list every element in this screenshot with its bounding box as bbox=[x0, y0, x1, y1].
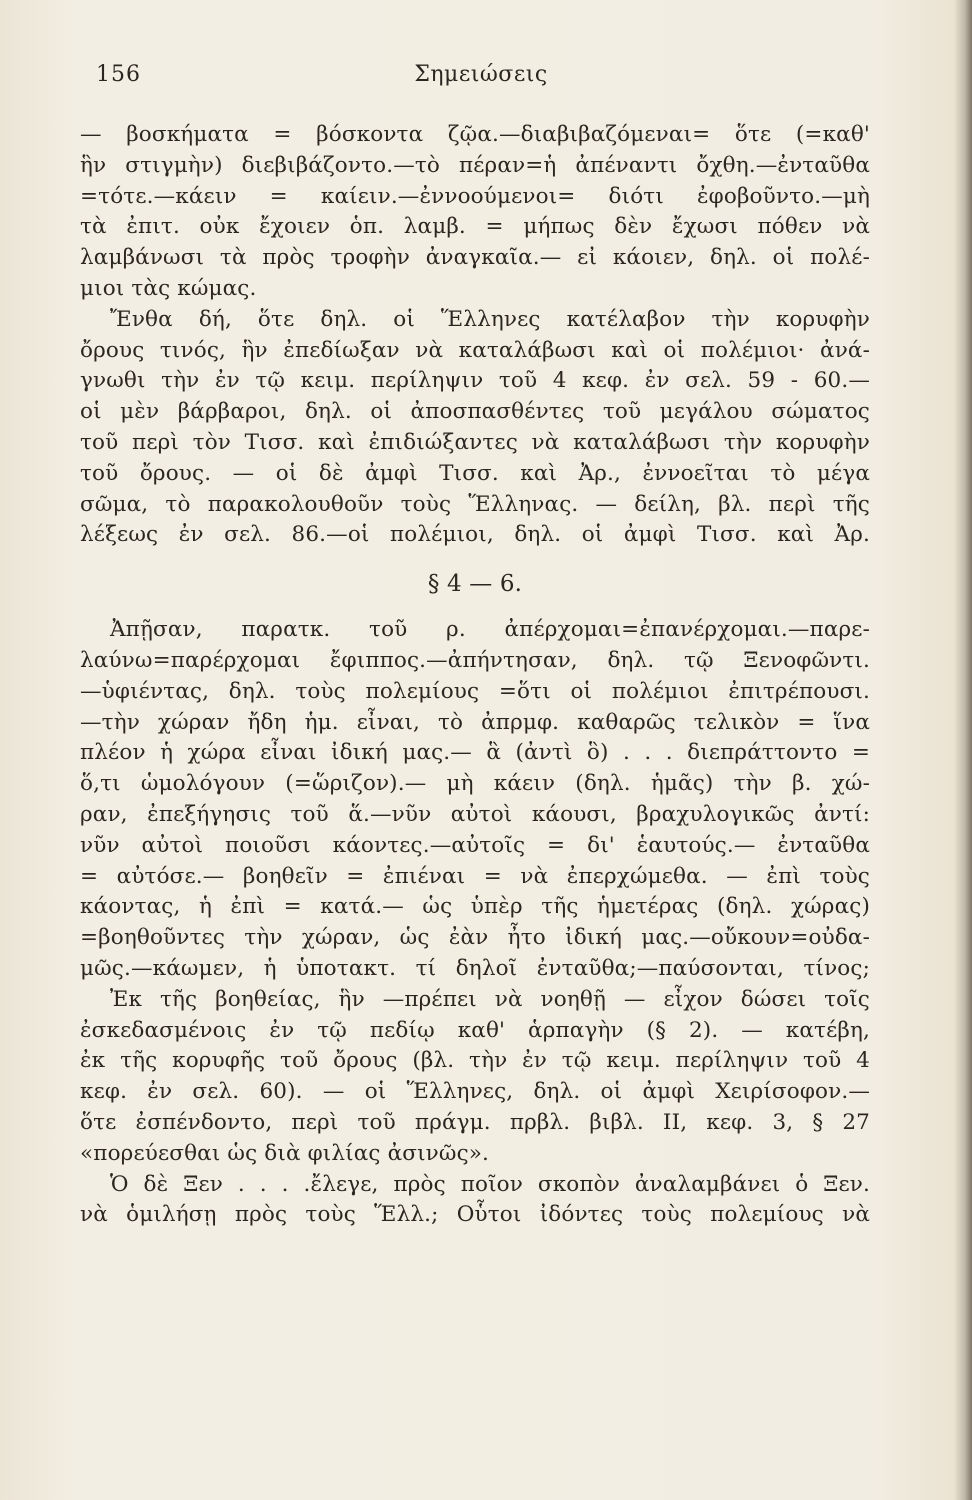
text-line: —ὑφιέντας, δηλ. τοὺς πολεμίους =ὅτι οἱ πολέμιοι ἐπιτρέπουσι. bbox=[80, 678, 870, 704]
text-line: τὰ ἐπιτ. οὐκ ἔχοιεν ὁπ. λαμβ. = μήπως δὲν ἔχωσι πόθεν νὰ bbox=[80, 214, 870, 240]
text-line: οἱ μὲν βάρβαροι, δηλ. οἱ ἀποσπασθέντες τοῦ μεγάλου σώματος bbox=[80, 399, 870, 425]
text-line: γνωθι τὴν ἐν τῷ κειμ. περίληψιν τοῦ 4 κεφ. ἐν σελ. 59 - 60.— bbox=[80, 368, 870, 394]
text-line: =τότε.—κάειν = καίειν.—ἐννοούμενοι= διότι ἐφοβοῦντο.—μὴ bbox=[80, 183, 870, 209]
text-line: νῦν αὐτοὶ ποιοῦσι κάοντες.—αὐτοῖς = δι' ἑαυτούς.— ἐνταῦθα bbox=[80, 832, 870, 858]
paragraph bbox=[80, 120, 870, 305]
text-line: λαύνω=παρέρχομαι ἔφιππος.—ἀπήντησαν, δηλ. τῷ Ξενοφῶντι. bbox=[80, 647, 870, 673]
text-line: Ὁ δὲ Ξεν . . . .ἔλεγε, πρὸς ποῖον σκοπὸν ἀναλαμβάνει ὁ Ξεν. bbox=[110, 1171, 870, 1197]
text-line: ἐσκεδασμένοις ἐν τῷ πεδίῳ καθ' ἁρπαγὴν (§ 2). — κατέβη, bbox=[80, 1017, 870, 1043]
text-line: = αὐτόσε.— βοηθεῖν = ἐπιέναι = νὰ ἐπερχώμεθα. — ἐπὶ τοὺς bbox=[80, 863, 870, 889]
text-line: =βοηθοῦντες τὴν χώραν, ὡς ἐὰν ἦτο ἰδική μας.—οὔκουν=οὐδα- bbox=[80, 925, 870, 951]
text-line: —τὴν χώραν ἤδη ἡμ. εἶναι, τὸ ἀπρμφ. καθαρῶς τελικὸν = ἵνα bbox=[80, 709, 870, 735]
paragraph bbox=[80, 1170, 870, 1232]
notes-body bbox=[80, 120, 870, 1231]
text-line: λέξεως ἐν σελ. 86.—οἱ πολέμιοι, δηλ. οἱ ἀμφὶ Τισσ. καὶ Ἀρ. bbox=[80, 522, 870, 548]
text-line: — βοσκήματα = βόσκοντα ζῷα.—διαβιβαζόμεναι= ὅτε (=καθ' bbox=[80, 122, 870, 147]
text-line: σῶμα, τὸ παρακολουθοῦν τοὺς Ἕλληνας. — δείλη, βλ. περὶ τῆς bbox=[80, 491, 870, 517]
text-line: ὄρους τινός, ἣν ἐπεδίωξαν νὰ καταλάβωσι καὶ οἱ πολέμιοι· ἀνά- bbox=[80, 337, 870, 363]
text-line: τοῦ περὶ τὸν Τισσ. καὶ ἐπιδιώξαντες νὰ καταλάβωσι τὴν κορυφὴν bbox=[80, 429, 870, 455]
text-line: κάοντας, ἡ ἐπὶ = κατά.— ὡς ὑπὲρ τῆς ἡμετέρας (δηλ. χώρας) bbox=[80, 894, 870, 920]
text-line: ὅ,τι ὡμολόγουν (=ὥριζον).— μὴ κάειν (δηλ. ἡμᾶς) τὴν β. χώ- bbox=[80, 771, 870, 797]
text-line: ὅτε ἐσπένδοντο, περὶ τοῦ πράγμ. πρβλ. βιβλ. II, κεφ. 3, § 27 bbox=[80, 1109, 870, 1135]
text-line: Ἀπῇσαν, παρατκ. τοῦ ρ. ἀπέρχομαι=ἐπανέρχομαι.—παρε- bbox=[110, 617, 870, 643]
paragraph bbox=[80, 985, 870, 1170]
text-line: τοῦ ὄρους. — οἱ δὲ ἀμφὶ Τισσ. καὶ Ἀρ., ἐννοεῖται τὸ μέγα bbox=[80, 460, 870, 486]
text-line: ἣν στιγμὴν) διεβιβάζοντο.—τὸ πέραν=ἡ ἀπέναντι ὄχθη.—ἐνταῦθα bbox=[80, 152, 870, 178]
text-line: «πορεύεσθαι ὡς διὰ φιλίας ἀσινῶς». bbox=[80, 1140, 490, 1166]
page-number: 156 bbox=[96, 62, 141, 87]
running-title: Σημειώσεις bbox=[414, 62, 548, 87]
text-line: κεφ. ἐν σελ. 60). — οἱ Ἕλληνες, δηλ. οἱ ἀμφὶ Χειρίσοφον.— bbox=[80, 1079, 870, 1105]
page-header bbox=[96, 62, 866, 96]
text-line: Ἐκ τῆς βοηθείας, ἣν —πρέπει νὰ νοηθῇ — εἶχον δώσει τοῖς bbox=[110, 986, 870, 1012]
text-line: πλέον ἡ χώρα εἶναι ἰδική μας.— ἃ (ἀντὶ ὃ) . . . διεπράττοντο = bbox=[80, 740, 870, 766]
paragraph bbox=[80, 305, 870, 551]
section-heading: § 4 — 6. bbox=[427, 571, 523, 598]
text-line: λαμβάνωσι τὰ πρὸς τροφὴν ἀναγκαῖα.— εἰ κάοιεν, δηλ. οἱ πολέ- bbox=[80, 245, 870, 271]
page-edge-shadow bbox=[954, 0, 972, 1500]
text-line: μῶς.—κάωμεν, ἡ ὑποτακτ. τί δηλοῖ ἐνταῦθα;—παύσονται, τίνος; bbox=[80, 955, 870, 981]
text-line: Ἔνθα δή, ὅτε δηλ. οἱ Ἕλληνες κατέλαβον τὴν κορυφὴν bbox=[110, 306, 870, 332]
text-line: ραν, ἐπεξήγησις τοῦ ἅ.—νῦν αὐτοὶ κάουσι, βραχυλογικῶς ἀντί: bbox=[80, 801, 870, 827]
paragraph bbox=[80, 615, 870, 985]
text-line: ἐκ τῆς κορυφῆς τοῦ ὄρους (βλ. τὴν ἐν τῷ κειμ. περίληψιν τοῦ 4 bbox=[80, 1048, 870, 1074]
text-line: μιοι τὰς κώμας. bbox=[80, 275, 257, 301]
text-line: νὰ ὁμιλήσῃ πρὸς τοὺς Ἕλλ.; Οὗτοι ἰδόντες τοὺς πολεμίους νὰ bbox=[80, 1202, 870, 1228]
